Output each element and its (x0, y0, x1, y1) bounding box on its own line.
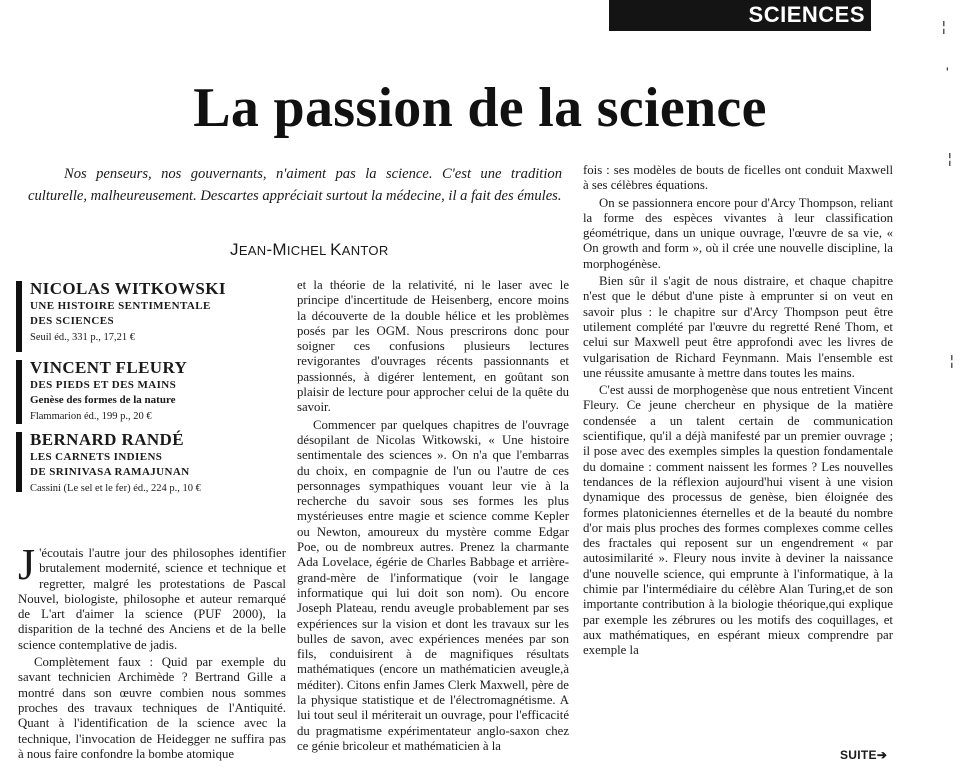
book-list (16, 279, 286, 498)
book-title: DES PIEDS ET DES MAINS (30, 379, 177, 391)
book-title: DE SRINIVASA RAMAJUNAN (30, 466, 190, 478)
paragraph: Bien sûr il s'agit de nous distraire, et chaque chapitre n'est que le début d'une piste à emprunter si on veut en savoir plus : le chapitre sur d'Arcy Thompson peut être utilement complété par l'œuvre du regretté René Thom, et celui sur Maxwell peut être approfondi avec les livres de vulgarisation de Richard Feynmann. Mais l'ensemble est une réussite amusante à mettre dans toutes les mains. (583, 274, 893, 380)
book-title: DES SCIENCES (30, 315, 114, 327)
book-subtitle: Genèse des formes de la nature (30, 394, 176, 406)
edge-mark: ¦ (950, 352, 954, 368)
author-initial: J (230, 240, 239, 259)
article-author (230, 240, 389, 260)
book-title: LES CARNETS INDIENS (30, 451, 163, 463)
paragraph: C'est aussi de morphogenèse que nous entretient Vincent Fleury. Ce jeune chercheur en physique de la matière condensée a un talent certain de communication scientifique, qu'il a déjà manifesté par un premier ouvrage ; il pose avec des exemples simples la question fondamentale du domaine : comment naissent les formes ? Les nouvelles tendances de la réflexion aujourd'hui visent à une vision dynamique des processus de genèse, bien éloignée des formes platoniciennes éternelles et de la beauté du nombre d'or mais plus proches des formes complexes comme celles des fractales qui reposent sur un engendrement « par autosimilarité ». Fleury nous invite à deviner la naissance d'une nouvelle science, qui emprunte à l'informatique, à la chimie par l'intermédiaire du célèbre Alan Turing,et de son importante contribution à la biologie théorique,qui explique par exemple les zébrures ou les motifs des coquillages, et aux mathématiques, en espérant mieux comprendre par exemple la (583, 383, 893, 658)
book-author: NICOLAS WITKOWSKI (30, 279, 226, 298)
book-entry (16, 279, 286, 358)
text-column-2 (297, 278, 569, 756)
book-title: UNE HISTOIRE SENTIMENTALE (30, 300, 211, 312)
book-publisher: Seuil éd., 331 p., 17,21 € (30, 332, 135, 343)
author-part: ANTOR (341, 243, 389, 258)
book-entry (16, 358, 286, 430)
text-column-3 (583, 163, 893, 661)
section-tag: SCIENCES (609, 0, 871, 31)
book-author: BERNARD RANDÉ (30, 430, 184, 449)
author-initial: K (330, 240, 342, 259)
paragraph: Commencer par quelques chapitres de l'ouvrage désopilant de Nicolas Witkowski, « Une histoire sentimentale des sciences ». On n'a que l'embarras du choix, en compagnie de l'un ou l'autre de ces personnages sympathiques vouant leur vie à la recherche du savoir sous ses formes les plus mystérieuses entre magie et science comme Kepler ou Newton, amoureux du mystère comme Edgar Poe, ou de nombreux autres. Prenez la charmante Ada Lovelace, égérie de Charles Babbage et arrière-grand-mère de l'informatique (voir le langage informatique qui lui doit son nom). Ou encore Joseph Plateau, rendu aveugle probablement par ses expériences sur la vision et dont les travaux sur les bulles de savon, avec expériences menées par son fils, conduisirent à de magnifiques résultats mathématiques (encore un mathématicien aveugle,à méditer). Citons enfin James Clerk Maxwell, père de la physique statistique et de l'électromagnétisme. A lui tout seul il mériterait un ouvrage, pour l'efficacité du pragmatisme expérimentateur anglo-saxon chez ce génie bricoleur et mathématicien à la (297, 417, 569, 753)
paragraph: Complètement faux : Quid par exemple du savant technicien Archimède ? Bertrand Gille a montré dans son œuvre combien nous sommes proches des travaux techniques de l'Antiquité. Quant à l'identification de la science avec la technique, l'invocation de Heidegger ne suffira pas à nous faire confondre la bombe atomique (18, 655, 286, 761)
book-author: VINCENT FLEURY (30, 358, 188, 377)
paragraph-text: 'écoutais l'autre jour des philosophes identifier brutalement modernité, science et technique et regretter, malgré les protestations de Pascal Nouvel, biologiste, philosophe et auteur remarqué de L'art d'aimer la science (PUF 2000), la disparition de la techné des Anciens et de la belle science contemplative de jadis. (18, 546, 286, 652)
article-title: La passion de la science (193, 77, 767, 139)
author-dash: - (266, 240, 273, 259)
article-lede: Nos penseurs, nos gouvernants, n'aiment pas la science. C'est une tradition culturelle, malheureusement. Descartes appréciait surtout la médecine, il a fait des émules. (28, 166, 562, 204)
edge-mark: ' (946, 64, 949, 80)
continued-link[interactable]: SUITE➔ (840, 748, 888, 762)
author-part: EAN (238, 243, 267, 258)
text-column-1 (18, 540, 286, 764)
book-publisher: Cassini (Le sel et le fer) éd., 224 p., 10 € (30, 483, 201, 494)
paragraph (18, 540, 286, 653)
book-entry (16, 430, 286, 498)
author-part: ICHEL (286, 243, 331, 258)
paragraph: On se passionnera encore pour d'Arcy Thompson, reliant la forme des espèces vivantes à leur classification géométrique, dans un unique ouvrage, l'œuvre de sa vie, « On growth and form », où il crée une nouvelle discipline, la morphogénèse. (583, 195, 893, 271)
paragraph: fois : ses modèles de bouts de ficelles ont conduit Maxwell à ses célèbres équations. (583, 163, 893, 193)
book-publisher: Flammarion éd., 199 p., 20 € (30, 411, 152, 422)
edge-mark: ¦ (948, 150, 952, 166)
author-initial: M (272, 240, 287, 259)
drop-cap: J (18, 540, 36, 589)
edge-mark: ¦ (942, 18, 946, 34)
paragraph: et la théorie de la relativité, ni le laser avec le principe d'incertitude de Heisenberg, encore moins la découverte de la double hélice et les problèmes posés par les OGM. Nous prescrirons donc pour soigner ces confusions plusieurs lectures revigorantes d'ouvrages récents passionnants et passionnés, à digérer lentement, en goûtant son plaisir de lecture pour approcher celui de la quête du savoir. (297, 278, 569, 415)
